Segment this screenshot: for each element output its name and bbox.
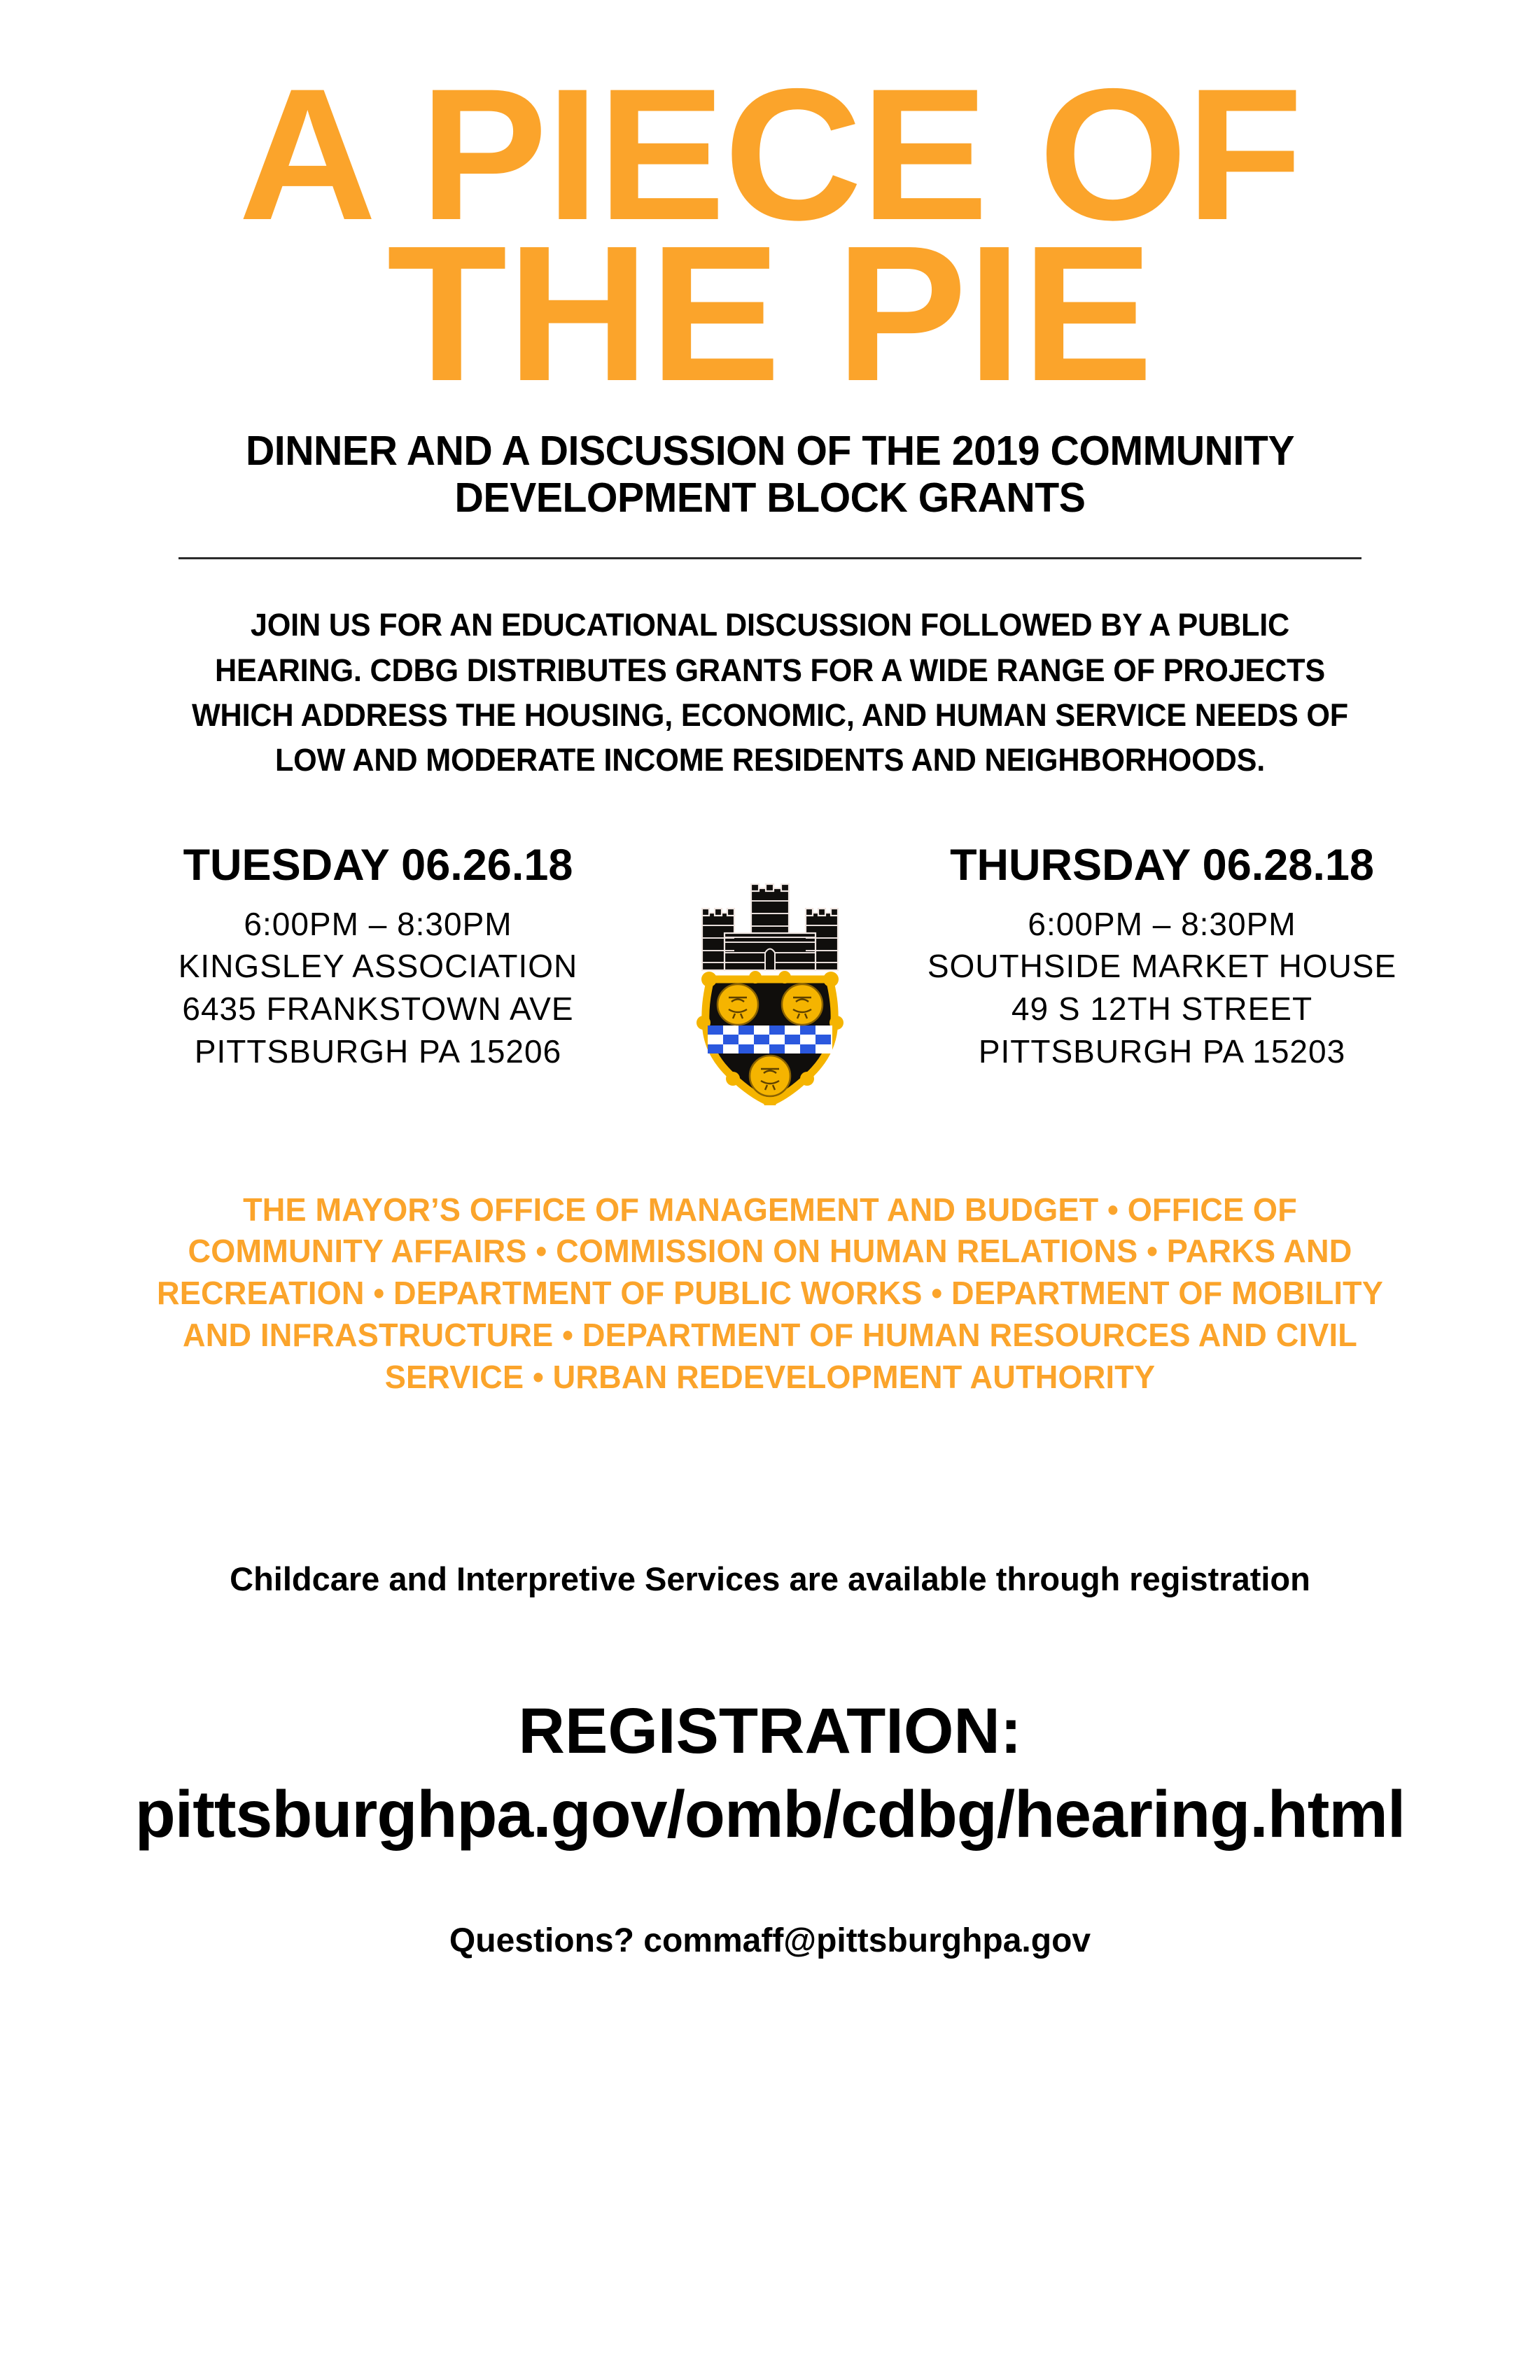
eagle-roundel-upper-left (718, 984, 758, 1025)
childcare-note: Childcare and Interpretive Services are available through registration (230, 1560, 1310, 1597)
event-street: 49 S 12TH STREET (1011, 990, 1313, 1028)
event-time: 6:00PM – 8:30PM (1028, 905, 1296, 942)
registration-heading: REGISTRATION: (518, 1695, 1022, 1768)
events-row (0, 840, 1540, 1105)
event-details (896, 903, 1428, 1073)
title-line-1: A PIECE OF (238, 49, 1302, 259)
event-day-date: THURSDAY 06.28.18 (950, 840, 1374, 890)
city-crest-container (665, 844, 875, 1105)
event-card-tuesday (112, 840, 665, 1073)
title-line-2: THE PIE (386, 206, 1154, 422)
poster-subtitle: DINNER AND A DISCUSSION OF THE 2019 COMMUNITY DEVELOPMENT BLOCK GRANTS (245, 427, 1295, 521)
event-venue: KINGSLEY ASSOCIATION (178, 948, 578, 985)
poster-title (0, 0, 1540, 422)
castle-gate-arch (765, 948, 775, 970)
event-city-state-zip: PITTSBURGH PA 15206 (194, 1032, 562, 1070)
eagle-roundel-lower-center (750, 1056, 790, 1096)
event-card-thursday (875, 840, 1428, 1073)
event-time: 6:00PM – 8:30PM (244, 905, 512, 942)
event-city-state-zip: PITTSBURGH PA 15203 (978, 1032, 1346, 1070)
event-venue: SOUTHSIDE MARKET HOUSE (927, 948, 1397, 985)
pittsburgh-city-coat-of-arms-icon (682, 874, 858, 1105)
registration-url[interactable]: pittsburghpa.gov/omb/cdbg/hearing.html (134, 1777, 1406, 1852)
horizontal-divider (178, 557, 1362, 559)
description-paragraph: JOIN US FOR AN EDUCATIONAL DISCUSSION FOLLOWED BY A PUBLIC HEARING. CDBG DISTRIBUTES GRANTS FOR A WIDE RANGE OF PROJECTS WHICH ADDRESS THE HOUSING, ECONOMIC, AND HUMAN SERVICE NEEDS OF LOW AND MODERATE INCOME RESIDENTS AND NEIGHBORHOODS. (191, 607, 1349, 778)
event-details (112, 903, 644, 1073)
sponsor-departments-list: THE MAYOR’S OFFICE OF MANAGEMENT AND BUDGET • OFFICE OF COMMUNITY AFFAIRS • COMMISSION ON HUMAN RELATIONS • PARKS AND RECREATION • DEPARTMENT OF PUBLIC WORKS • DEPARTMENT OF MOBILITY AND INFRASTRUCTURE • DEPARTMENT OF HUMAN RESOURCES AND CIVIL SERVICE • URBAN REDEVELOPMENT AUTHORITY (156, 1191, 1384, 1395)
event-street: 6435 FRANKSTOWN AVE (182, 990, 574, 1028)
eagle-roundel-upper-right (782, 984, 822, 1025)
questions-contact[interactable]: Questions? commaff@pittsburghpa.gov (449, 1922, 1091, 1960)
event-day-date: TUESDAY 06.26.18 (183, 840, 573, 890)
checkered-fess (708, 1026, 832, 1054)
